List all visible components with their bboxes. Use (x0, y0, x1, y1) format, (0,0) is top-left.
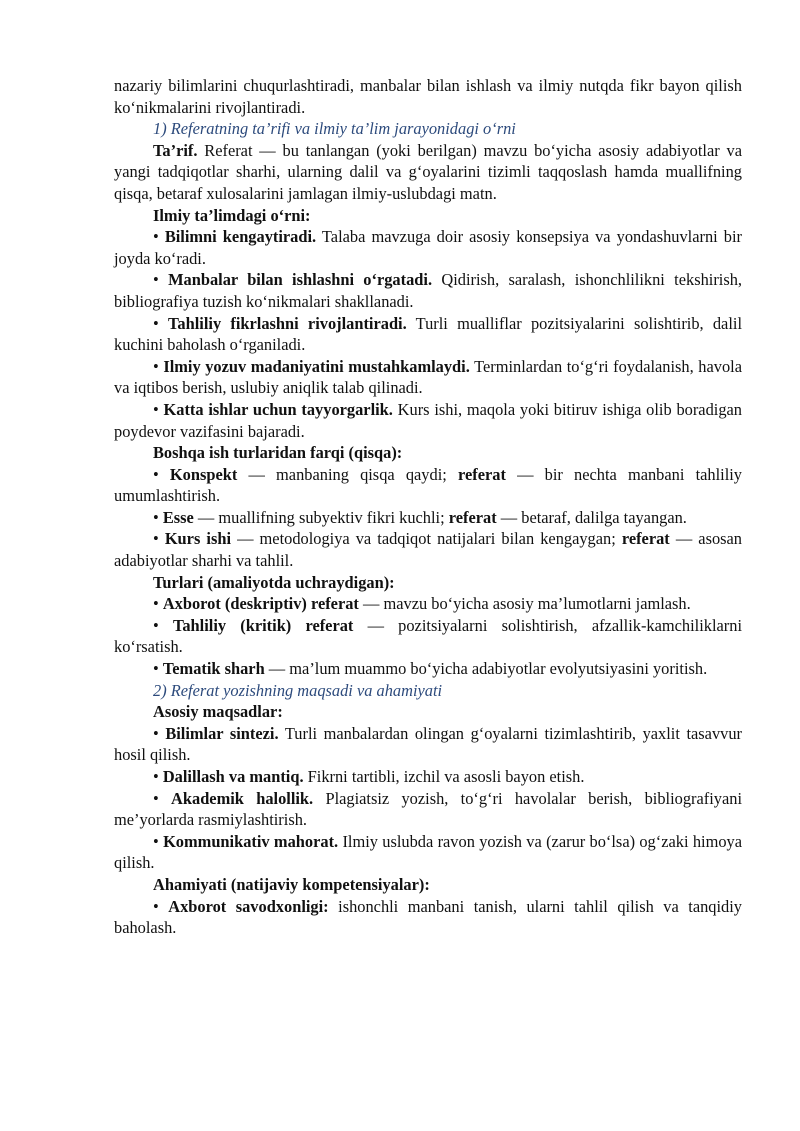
document-page (114, 75, 742, 939)
item-text: — mavzu bo‘yicha asosiy ma’lumotlarni jamlash. (358, 594, 691, 614)
diff-item (114, 464, 742, 507)
item-term: Tahliliy (kritik) referat (172, 615, 354, 635)
bullet: • (153, 356, 164, 376)
item-term: Tahliliy fikrlashni rivojlantiradi. (167, 313, 407, 333)
role-item (114, 269, 742, 312)
intro-paragraph: nazariy bilimlarini chuqurlashtiradi, manbalar bilan ishlash va ilmiy nutqda fikr bayon qilish ko‘nikmalarini rivojlantiradi. (114, 76, 742, 117)
diff-item (114, 507, 742, 529)
item-term: Katta ishlar uchun tayyorgarlik. (163, 399, 393, 419)
item-text: Talaba mavzuga doir asosiy konsepsiya va yondashuvlarni bir joyda ko‘radi. (114, 227, 742, 268)
section-heading-2: 2) Referat yozishning maqsadi va ahamiyati (153, 680, 443, 700)
item-text: ishonchli manbani tanish, ularni tahlil qilish va tanqidiy baholash. (114, 896, 742, 938)
goals-item (114, 788, 742, 831)
diff-heading: Boshqa ish turlaridan farqi (qisqa): (153, 443, 403, 463)
item-term: Dalillash va mantiq. (162, 767, 304, 786)
bullet: • (153, 313, 168, 333)
item-term: Axborot (deskriptiv) referat (162, 594, 359, 614)
bullet: • (153, 227, 165, 247)
item-term: Akademik halollik. (171, 788, 314, 808)
types-item (114, 593, 742, 615)
goals-heading: Asosiy maqsadlar: (153, 702, 283, 722)
item-term: Bilimni kengaytiradi. (164, 227, 317, 247)
item-term-2: referat (457, 464, 506, 484)
types-item (114, 615, 742, 658)
item-text: Ilmiy uslubda ravon yozish va (zarur bo‘lsa) og‘zaki himoya qilish. (114, 831, 742, 873)
item-term-2: referat (621, 529, 670, 549)
role-item (114, 226, 742, 269)
item-term: Ilmiy yozuv madaniyatini mustahkamlaydi. (163, 356, 470, 376)
role-item (114, 356, 742, 399)
types-heading: Turlari (amaliyotda uchraydigan): (153, 572, 395, 592)
bullet: • (153, 615, 173, 635)
role-item (114, 313, 742, 356)
item-term: Esse (162, 507, 194, 527)
definition-term: Ta’rif. (153, 140, 198, 160)
bullet: • (153, 788, 172, 808)
bullet: • (153, 399, 164, 419)
item-term-2: referat (448, 507, 497, 527)
item-text: — muallifning subyektiv fikri kuchli; (193, 507, 449, 527)
item-text: — metodologiya va tadqiqot natijalari bilan kengaygan; (231, 529, 622, 549)
bullet: • (153, 831, 164, 851)
types-item (114, 658, 742, 680)
definition-text: Referat — bu tanlangan (yoki berilgan) mavzu bo‘yicha asosiy adabiyotlar va yangi tadqiqotlar sharhi, ularning dalil va g‘oyalarini tizimli taqqoslash hamda muallifning qisqa, betaraf xulosalarini jamlagan ilmiy-uslubdagi matn. (114, 140, 742, 203)
item-text: Qidirish, saralash, ishonchlilikni tekshirish, bibliografiya tuzish ko‘nikmalari shakllanadi. (114, 270, 742, 311)
bullet: • (153, 507, 163, 527)
item-term: Manbalar bilan ishlashni o‘rgatadi. (168, 270, 433, 290)
item-text: Kurs ishi, maqola yoki bitiruv ishiga olib boradigan poydevor vazifasini bajaradi. (114, 399, 742, 441)
item-text: Turli manbalardan olingan g‘oyalarni tizimlashtirib, yaxlit tasavvur hosil qilish. (114, 723, 742, 765)
item-text: — ma’lum muammo bo‘yicha adabiyotlar evolyutsiyasini yoritish. (264, 659, 708, 679)
section-heading-1: 1) Referatning ta’rifi va ilmiy ta’lim jarayonidagi o‘rni (153, 119, 516, 139)
item-text-2: — bir nechta manbani tahliliy umumlashtirish. (114, 464, 743, 506)
goals-item (114, 766, 742, 788)
bullet: • (153, 594, 163, 614)
bullet: • (153, 723, 166, 743)
item-term: Bilimlar sintezi. (165, 723, 279, 743)
item-text: Plagiatsiz yozish, to‘g‘ri havolalar berish, bibliografiyani me’yorlarda rasmiylashtirish. (114, 788, 742, 830)
role-heading: Ilmiy ta’limdagi o‘rni: (153, 205, 311, 225)
goals-item (114, 723, 742, 766)
item-text: — manbaning qisqa qaydi; (237, 464, 458, 484)
item-term: Kommunikativ mahorat. (163, 831, 339, 851)
bullet: • (153, 529, 165, 549)
goals-item (114, 831, 742, 874)
bullet: • (153, 767, 163, 786)
bullet: • (153, 464, 170, 484)
item-text: Fikrni tartibli, izchil va asosli bayon etish. (303, 767, 585, 786)
bullet: • (153, 896, 169, 916)
role-item (114, 399, 742, 442)
definition-paragraph (114, 140, 742, 205)
item-term: Tematik sharh (162, 659, 265, 679)
item-text: Turli mualliflar pozitsiyalarini solishtirib, dalil kuchini baholash o‘rganiladi. (114, 313, 742, 355)
item-term: Kurs ishi (164, 529, 232, 549)
item-text: — pozitsiyalarni solishtirish, afzallik-kamchiliklarni ko‘rsatish. (114, 615, 742, 657)
importance-item (114, 896, 742, 939)
bullet: • (153, 659, 163, 679)
diff-item (114, 528, 742, 571)
item-text-2: — asosan adabiyotlar sharhi va tahlil. (114, 529, 742, 571)
item-text-2: — betaraf, dalilga tayangan. (496, 507, 687, 527)
item-term: Axborot savodxonligi: (168, 896, 329, 916)
importance-heading: Ahamiyati (natijaviy kompetensiyalar): (153, 874, 430, 894)
item-text: Terminlardan to‘g‘ri foydalanish, havola va iqtibos berish, uslubiy aniqlik talab qilinadi. (114, 356, 742, 398)
item-term: Konspekt (169, 464, 238, 484)
bullet: • (153, 270, 169, 290)
